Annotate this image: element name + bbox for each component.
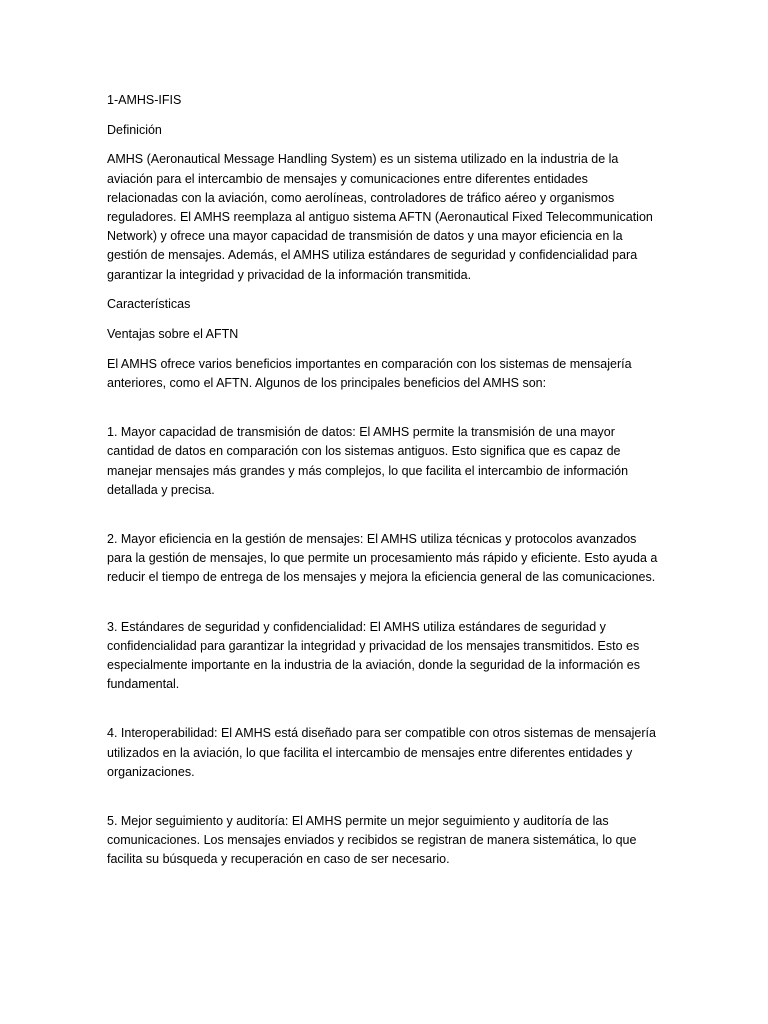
list-item: [107, 423, 667, 500]
list-item-line: 2. Mayor eficiencia en la gestión de mensajes: El AMHS utiliza técnicas y protocolos avanzados: [107, 531, 637, 546]
document-title: 1-AMHS-IFIS: [107, 93, 182, 107]
list-item-line: 4. Interoperabilidad: El AMHS está diseñado para ser compatible con otros sistemas de mensajería: [107, 726, 656, 741]
list-item: [107, 812, 667, 870]
definition-line: gestión de mensajes. Además, el AMHS utiliza estándares de seguridad y confidencialidad para: [107, 248, 638, 263]
definition-line: relacionadas con la aviación, como aerolíneas, controladores de tráfico aéreo y organismos: [107, 190, 615, 205]
definition-line: aviación para el intercambio de mensajes y comunicaciones entre diferentes entidades: [107, 171, 588, 186]
intro-line: anteriores, como el AFTN. Algunos de los principales beneficios del AMHS son:: [107, 375, 547, 390]
list-item-line: detallada y precisa.: [107, 482, 215, 497]
list-item-line: reducir el tiempo de entrega de los mensajes y mejora la eficiencia general de las comunicaciones.: [107, 570, 656, 585]
definition-paragraph: [107, 150, 667, 284]
advantages-heading: Ventajas sobre el AFTN: [107, 327, 239, 342]
list-item: [107, 530, 667, 588]
list-item-line: manejar mensajes más grandes y más complejos, lo que facilita el intercambio de información: [107, 463, 629, 478]
list-item-line: cantidad de datos en comparación con los sistemas antiguos. Esto significa que es capaz de: [107, 444, 621, 459]
intro-paragraph: [107, 355, 667, 393]
list-item-line: organizaciones.: [107, 764, 195, 779]
list-item-line: utilizados en la aviación, lo que facilita el intercambio de mensajes entre diferentes entidades y: [107, 745, 633, 760]
definition-line: reguladores. El AMHS reemplaza al antiguo sistema AFTN (Aeronautical Fixed Telecommunication: [107, 210, 653, 225]
definition-line: Network) y ofrece una mayor capacidad de transmisión de datos y una mayor eficiencia en la: [107, 229, 623, 244]
document-content: [107, 91, 667, 870]
list-item-line: fundamental.: [107, 677, 180, 692]
list-item-line: confidencialidad para garantizar la integridad y privacidad de los mensajes transmitidos. Esto es: [107, 638, 640, 653]
list-item-line: facilita su búsqueda y recuperación en caso de ser necesario.: [107, 852, 450, 867]
list-item-line: para la gestión de mensajes, lo que permite un procesamiento más rápido y eficiente. Esto ayuda a: [107, 551, 658, 566]
list-item-line: comunicaciones. Los mensajes enviados y recibidos se registran de manera sistemática, lo que: [107, 833, 637, 848]
list-item-line: 3. Estándares de seguridad y confidencialidad: El AMHS utiliza estándares de seguridad y: [107, 619, 606, 634]
characteristics-heading: Características: [107, 297, 191, 312]
definition-heading: Definición: [107, 122, 162, 137]
list-item-line: 1. Mayor capacidad de transmisión de datos: El AMHS permite la transmisión de una mayor: [107, 425, 615, 440]
list-item: [107, 724, 667, 782]
list-item-line: 5. Mejor seguimiento y auditoría: El AMHS permite un mejor seguimiento y auditoría de las: [107, 813, 609, 828]
intro-line: El AMHS ofrece varios beneficios importantes en comparación con los sistemas de mensajería: [107, 356, 632, 371]
definition-line: AMHS (Aeronautical Message Handling System) es un sistema utilizado en la industria de la: [107, 152, 619, 167]
list-item: [107, 618, 667, 695]
list-item-line: especialmente importante en la industria de la aviación, donde la seguridad de la información es: [107, 657, 640, 672]
definition-line: garantizar la integridad y privacidad de la información transmitida.: [107, 267, 472, 282]
